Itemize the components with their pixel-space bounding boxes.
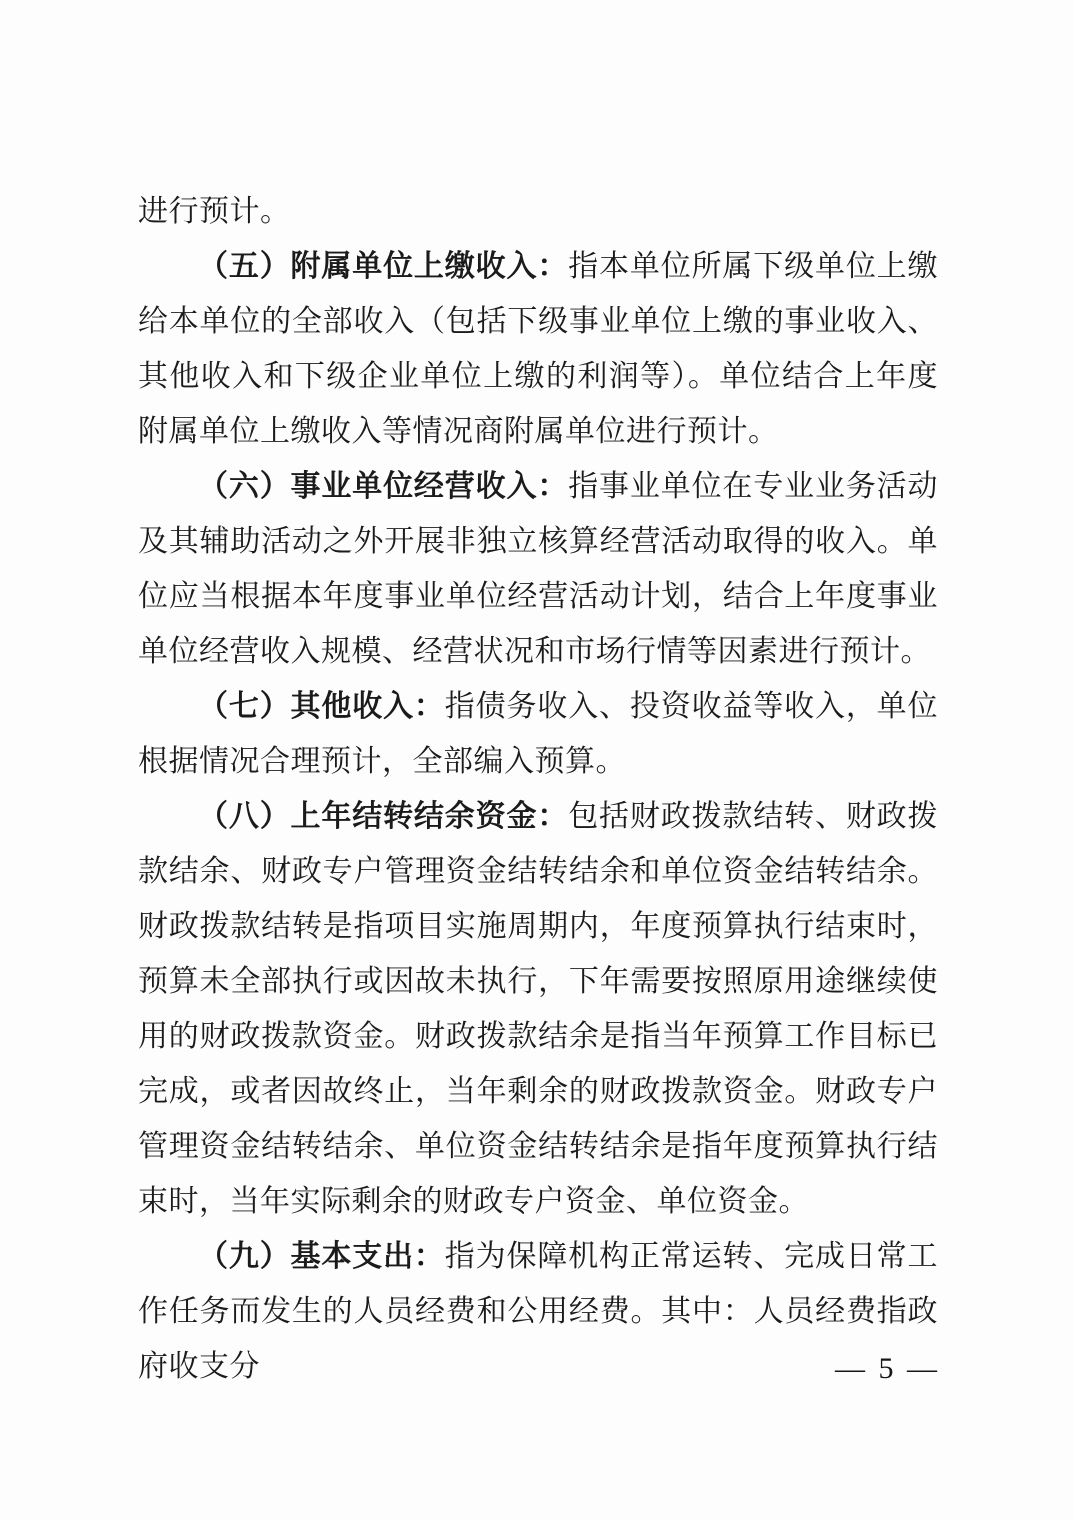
paragraph-text: 进行预计。	[138, 195, 291, 228]
paragraph	[138, 239, 938, 459]
paragraph	[138, 184, 938, 239]
paragraph	[138, 459, 938, 679]
paragraph-text: 指债务收入、投资收益等收入，单位根据情况合理预计，全部编入预算。	[138, 690, 939, 778]
document-body-text	[138, 184, 938, 1394]
paragraph-text: 指为保障机构正常运转、完成日常工作任务而发生的人员经费和公用经费。其中：人员经费指政府收支分	[138, 1240, 939, 1383]
paragraph-heading: （八）上年结转结余资金：	[198, 800, 569, 833]
paragraph	[138, 789, 938, 1229]
paragraph-heading: （七）其他收入：	[198, 690, 445, 723]
paragraph-text: 指本单位所属下级单位上缴给本单位的全部收入（包括下级事业单位上缴的事业收入、其他收入和下级企业单位上缴的利润等）。单位结合上年度附属单位上缴收入等情况商附属单位进行预计。	[138, 250, 939, 448]
paragraph-heading: （六）事业单位经营收入：	[198, 470, 569, 503]
page-number: — 5 —	[835, 1352, 940, 1385]
paragraph-text: 包括财政拨款结转、财政拨款结余、财政专户管理资金结转结余和单位资金结转结余。财政拨款结转是指项目实施周期内，年度预算执行结束时，预算未全部执行或因故未执行，下年需要按照原用途继续使用的财政拨款资金。财政拨款结余是指当年预算工作目标已完成，或者因故终止，当年剩余的财政拨款资金。财政专户管理资金结转结余、单位资金结转结余是指年度预算执行结束时，当年实际剩余的财政专户资金、单位资金。	[138, 800, 939, 1218]
paragraph-heading: （五）附属单位上缴收入：	[198, 250, 569, 283]
paragraph-heading: （九）基本支出：	[198, 1240, 445, 1273]
paragraph	[138, 1229, 938, 1394]
paragraph	[138, 679, 938, 789]
paragraph-text: 指事业单位在专业业务活动及其辅助活动之外开展非独立核算经营活动取得的收入。单位应当根据本年度事业单位经营活动计划，结合上年度事业单位经营收入规模、经营状况和市场行情等因素进行预计。	[138, 470, 939, 668]
